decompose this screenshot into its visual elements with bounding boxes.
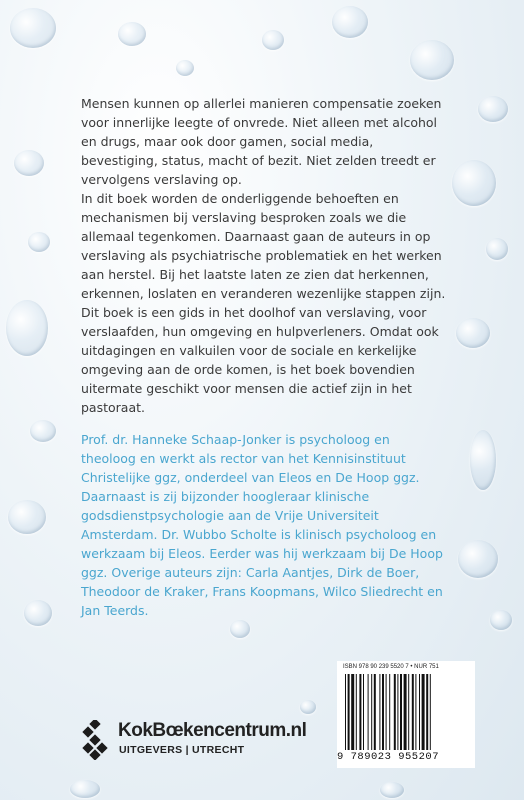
blurb-paragraph-2: In dit boek worden de onderliggende behoeften en mechanismen bij verslaving besproken zoals we die allemaal tegenkomen. Daarnaast gaan de auteurs in op verslaving als psychiatrische problematiek en het werken aan herstel. Bij het laatste laten ze zien dat herkennen, erkennen, loslaten en veranderen wezenlijke stappen zijn.	[81, 191, 446, 301]
water-drop	[332, 6, 368, 38]
water-drop	[118, 22, 146, 46]
water-drop	[6, 300, 48, 356]
barcode-bar	[368, 674, 369, 750]
water-drop	[24, 600, 52, 626]
barcode-bar	[363, 674, 364, 750]
barcode-bar	[412, 674, 414, 750]
barcode-bar	[415, 674, 416, 750]
barcode-bar	[400, 674, 402, 750]
publisher-name: KokBœkencentrum.nl	[118, 720, 307, 741]
kok-boekencentrum-logo-icon	[80, 720, 110, 760]
water-drop	[10, 8, 56, 48]
barcode-bar	[389, 674, 390, 750]
water-drop	[478, 96, 508, 122]
isbn-label: ISBN 978 90 239 5520 7 • NUR 751	[343, 664, 439, 670]
barcode-bar	[394, 674, 396, 750]
barcode-bar	[359, 674, 361, 750]
barcode-bar	[426, 674, 428, 750]
isbn-barcode	[337, 661, 475, 768]
water-drop	[28, 232, 50, 252]
water-drop	[486, 238, 508, 260]
blurb-paragraph-3: Dit boek is een gids in het doolhof van verslaving, voor verslaafden, hun omgeving en hulpverleners. Omdat ook uitdagingen en valkuilen voor de sociale en kerkelijke omgeving aan de orde komen, is het boek bovendien uitermate geschikt voor mensen die actief zijn in het pastoraat.	[81, 305, 439, 415]
barcode-bar	[397, 674, 398, 750]
barcode-bar	[404, 674, 407, 750]
book-blurb	[81, 94, 447, 417]
water-drop	[380, 782, 404, 798]
water-drop	[410, 40, 454, 80]
authors-bio-text: Prof. dr. Hanneke Schaap-Jonker is psycholoog en theoloog en werkt als rector van het Kennisinstituut Christelijke ggz, onderdeel van Eleos en De Hoop ggz. Daarnaast is zij bijzonder hoogleraar klinische godsdienstpsychologie aan de Vrije Universiteit Amsterdam. Dr. Wubbo Scholte is klinisch psycholoog en werkzaam bij Eleos. Eerder was hij werkzaam bij De Hoop ggz. Overige auteurs zijn: Carla Aantjes, Dirk de Boer, Theodoor de Kraker, Frans Koopmans, Wilco Sliedrecht en Jan Teerds.	[81, 432, 443, 618]
water-drop	[470, 430, 496, 490]
barcode-bar	[348, 674, 350, 750]
barcode-bar	[408, 674, 409, 750]
water-drop	[176, 60, 194, 76]
publisher-subline: UITGEVERS | UTRECHT	[119, 744, 245, 756]
barcode-bar	[382, 674, 384, 750]
barcode-digits: 9 789023 955207	[337, 751, 440, 763]
barcode-bar	[345, 674, 346, 750]
publisher-logo	[80, 718, 320, 762]
barcode-bar	[351, 674, 354, 750]
barcode-bar	[419, 674, 420, 750]
water-drop	[458, 540, 498, 578]
water-drop	[8, 500, 46, 534]
barcode-bar	[356, 674, 357, 750]
ean-barcode-icon	[343, 674, 469, 750]
authors-bio	[81, 430, 447, 620]
water-drop	[490, 610, 512, 630]
water-drop	[300, 700, 316, 714]
barcode-bar	[430, 674, 431, 750]
water-drop	[452, 160, 496, 206]
water-drop	[70, 780, 100, 798]
water-drop	[456, 318, 490, 348]
water-drop	[262, 30, 284, 50]
blurb-paragraph-1: Mensen kunnen op allerlei manieren compensatie zoeken voor innerlijke leegte of onvrede. Niet alleen met alcohol en drugs, maar ook door gamen, social media, bevestiging, status, macht of bezit. Niet zelden treedt er vervolgens verslaving op.	[81, 96, 442, 187]
barcode-bar	[379, 674, 380, 750]
water-drop	[14, 150, 44, 176]
barcode-bar	[371, 674, 372, 750]
barcode-bar	[374, 674, 376, 750]
barcode-bar	[422, 674, 425, 750]
water-drop	[30, 420, 56, 442]
water-drop	[230, 620, 250, 638]
barcode-bar	[386, 674, 387, 750]
